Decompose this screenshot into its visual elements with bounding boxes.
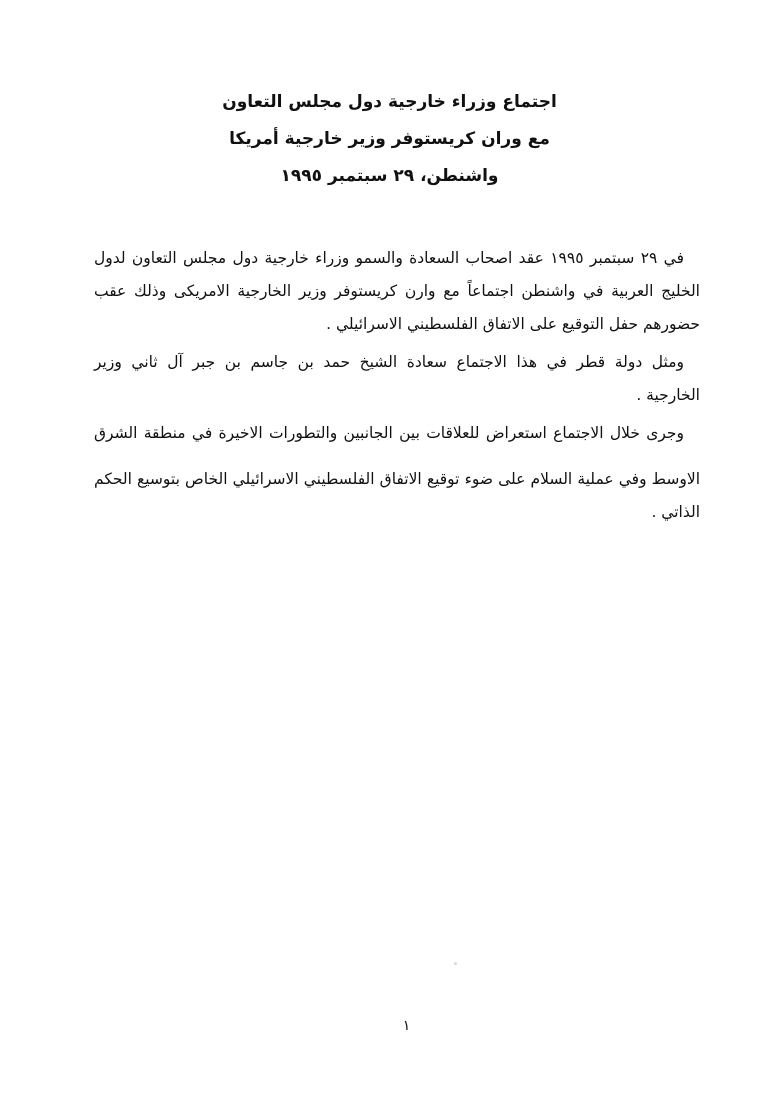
- paragraph-3: [94, 417, 700, 529]
- paragraph-1: [94, 242, 700, 341]
- title-line-1: اجتماع وزراء خارجية دول مجلس التعاون: [222, 92, 557, 112]
- scan-artifact-speck: [454, 962, 457, 965]
- paragraph-3-line-2: الاوسط وفي عملية السلام على ضوء توقيع الاتفاق الفلسطيني الاسرائيلي الخاص بتوسيع الحكم: [94, 470, 700, 488]
- title-line-2: مع وران كريستوفر وزير خارجية أمريكا: [229, 129, 550, 149]
- paragraph-2: [94, 346, 700, 412]
- paragraph-2-line-2: الخارجية .: [636, 386, 700, 404]
- paragraph-2-line-1: ومثل دولة قطر في هذا الاجتماع سعادة الشيخ حمد بن جاسم بن جبر آل ثاني وزير: [94, 353, 684, 371]
- page-number: ١: [402, 1018, 411, 1034]
- title-line-3: واشنطن، ٢٩ سبتمبر ١٩٩٥: [280, 166, 499, 186]
- paragraph-1-line-2: الخليج العربية في واشنطن اجتماعاً مع وارن كريستوفر وزير الخارجية الامريكى وذلك عقب: [94, 282, 700, 300]
- paragraph-3-line-3: الذاتي .: [651, 503, 700, 521]
- paragraph-3-line-1: وجرى خلال الاجتماع استعراض للعلاقات بين الجانبين والتطورات الاخيرة في منطقة الشرق: [94, 424, 684, 442]
- document-body: [94, 242, 700, 529]
- document-title: [0, 84, 779, 195]
- paragraph-1-line-3: حضورهم حفل التوقيع على الاتفاق الفلسطيني الاسرائيلي .: [326, 315, 700, 333]
- paragraph-1-line-1: في ٢٩ سبتمبر ١٩٩٥ عقد اصحاب السعادة والسمو وزراء خارجية دول مجلس التعاون لدول: [94, 249, 685, 267]
